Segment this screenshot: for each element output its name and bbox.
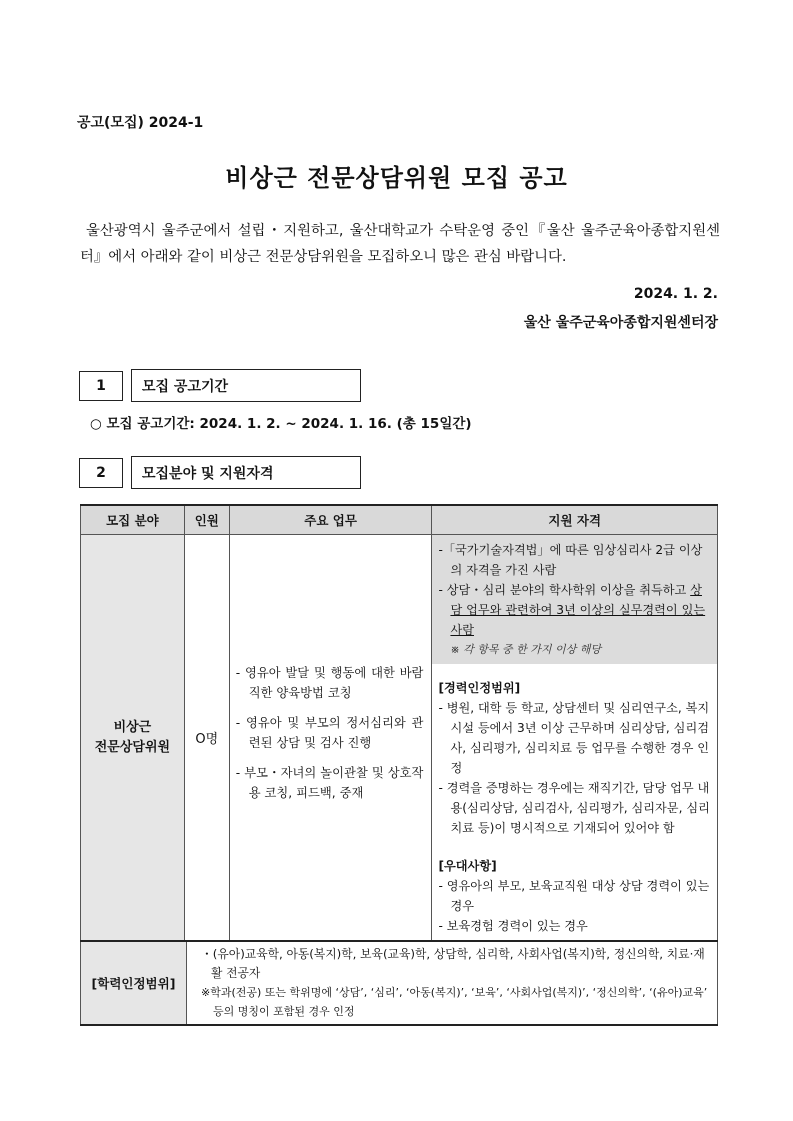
qualification-note: ※ 각 항목 중 한 가지 이상 해당 xyxy=(450,643,602,656)
table-header-row xyxy=(81,505,718,535)
duty-item: - 영유아 및 부모의 정서심리와 관련된 상담 및 검사 진행 xyxy=(235,715,424,750)
education-body xyxy=(187,941,718,1025)
notice-number: 공고(모집) 2024-1 xyxy=(77,115,204,131)
qualification-underlined-text: 상담 업무와 관련하여 3년 이상의 실무경력이 있는 사람 xyxy=(450,583,706,637)
preference-heading: [우대사항] xyxy=(438,859,497,873)
table-row xyxy=(81,535,718,942)
section-1-title: 모집 공고기간 xyxy=(131,369,361,402)
count-cell: O명 xyxy=(184,535,229,942)
education-table xyxy=(80,940,718,1026)
section-2-number: 2 xyxy=(79,458,123,488)
table-row xyxy=(81,941,718,1025)
career-item: - 병원, 대학 등 학교, 상담센터 및 심리연구소, 복지시설 등에서 3년 이상 근무하며 심리상담, 심리검사, 심리평가, 심리치료 등 업무를 수행한 경우 인정 xyxy=(438,701,710,775)
preference-item: - 영유아의 부모, 보육교직원 대상 상담 경력이 있는 경우 xyxy=(438,879,710,913)
header-count: 인원 xyxy=(184,505,229,535)
recruitment-period: ○ 모집 공고기간: 2024. 1. 2. ~ 2024. 1. 16. (총 15일간) xyxy=(90,416,472,432)
qualifications-cell xyxy=(432,535,718,942)
career-item: - 경력을 증명하는 경우에는 재직기간, 담당 업무 내용(심리상담, 심리검사, 심리평가, 심리자문, 심리치료 등)이 명시적으로 기재되어 있어야 함 xyxy=(438,781,710,835)
qualification-text: - 상담・심리 분야의 학사학위 이상을 취득하고 xyxy=(438,583,691,597)
organization-name: 울산 울주군육아종합지원센터장 xyxy=(523,315,718,331)
career-section xyxy=(432,664,717,940)
section-2-title: 모집분야 및 지원자격 xyxy=(131,456,361,489)
education-label: [학력인정범위] xyxy=(81,941,187,1025)
header-duties: 주요 업무 xyxy=(229,505,432,535)
duty-item: - 영유아 발달 및 행동에 대한 바람직한 양육방법 코칭 xyxy=(235,665,424,700)
qualification-item xyxy=(438,580,711,640)
recruitment-table xyxy=(80,504,718,942)
duties-cell xyxy=(229,535,432,942)
qualification-item: -「국가기술자격법」에 따른 임상심리사 2급 이상의 자격을 가진 사람 xyxy=(438,543,703,577)
header-qualifications: 지원 자격 xyxy=(432,505,718,535)
field-line-1: 비상근 xyxy=(113,719,152,735)
section-1-number: 1 xyxy=(79,371,123,401)
field-line-2: 전문상담위원 xyxy=(94,739,171,755)
qualification-requirements xyxy=(432,535,717,664)
field-cell xyxy=(81,535,185,942)
intro-paragraph: 울산광역시 울주군에서 설립・지원하고, 울산대학교가 수탁운영 중인『울산 울주군육아종합지원센터』에서 아래와 같이 비상근 전문상담위원을 모집하오니 많은 관심 바랍니다. xyxy=(80,223,720,265)
header-field: 모집 분야 xyxy=(81,505,185,535)
career-heading: [경력인정범위] xyxy=(438,681,521,695)
notice-date: 2024. 1. 2. xyxy=(633,286,718,302)
education-note: ※학과(전공) 또는 학위명에 ‘상담’, ‘심리’, ‘아동(복지)’, ‘보육’, ‘사회사업(복지)’, ‘정신의학’, ‘(유아)교육’ 등의 명칭이 포함된 경우 인정 xyxy=(201,986,708,1018)
page-title: 비상근 전문상담위원 모집 공고 xyxy=(225,164,568,192)
education-line: ・(유아)교육학, 아동(복지)학, 보육(교육)학, 상담학, 심리학, 사회사업(복지)학, 정신의학, 치료·재활 전공자 xyxy=(201,947,705,980)
duty-item: - 부모・자녀의 놀이관찰 및 상호작용 코칭, 피드백, 중재 xyxy=(235,765,424,800)
preference-item: - 보육경험 경력이 있는 경우 xyxy=(438,919,588,933)
